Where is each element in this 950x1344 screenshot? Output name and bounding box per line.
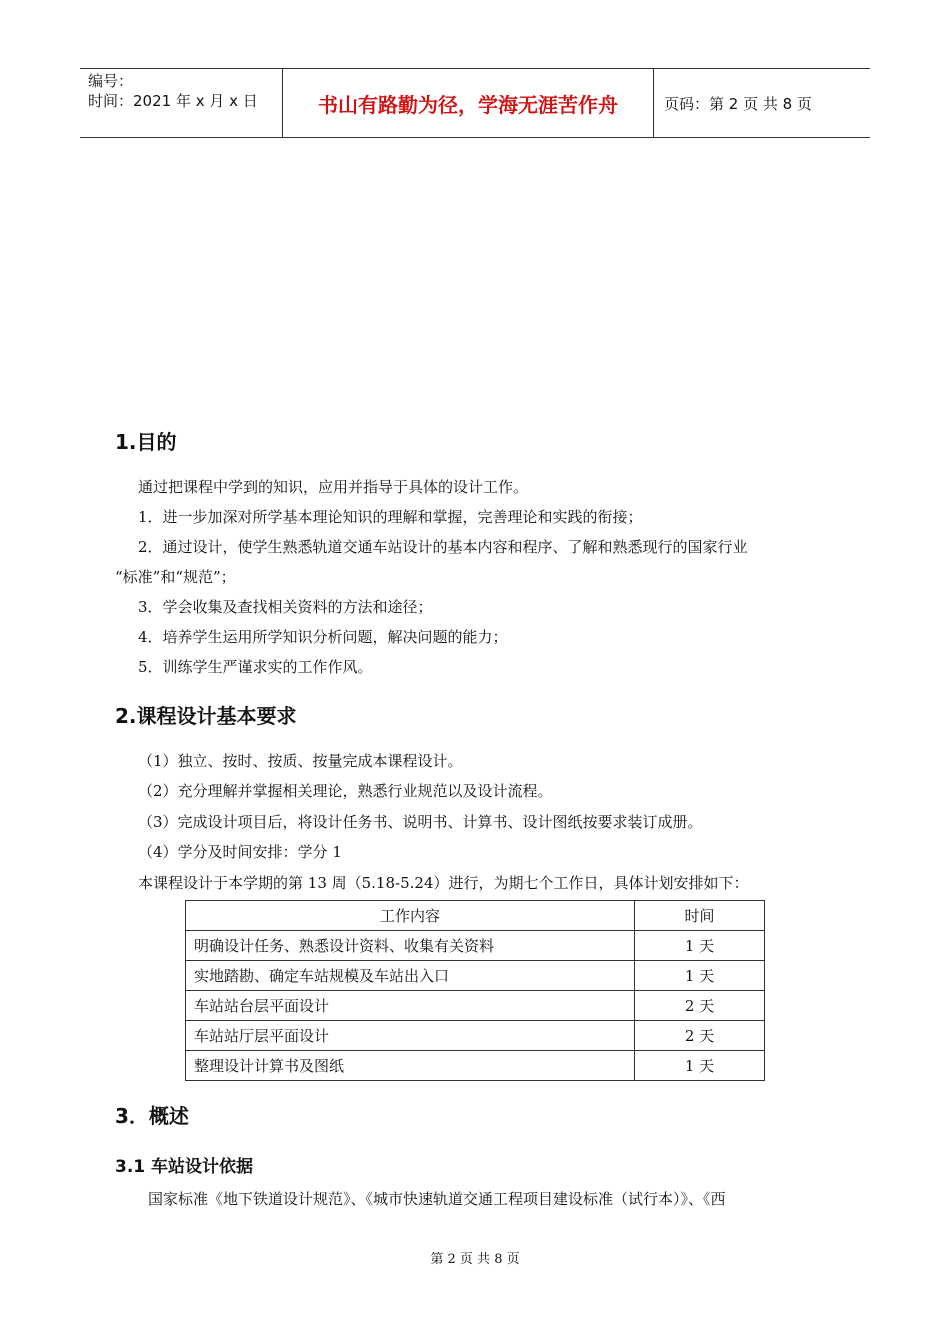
section-2-item-3: （3）完成设计项目后，将设计任务书、说明书、计算书、设计图纸按要求装订成册。: [138, 813, 703, 831]
section-1-item-1: 1．进一步加深对所学基本理论知识的理解和掌握，完善理论和实践的衔接；: [138, 508, 643, 526]
schedule-table: [185, 900, 765, 1081]
table-header-content: 工作内容: [186, 901, 635, 931]
table-row: [186, 991, 765, 1021]
page-header: [80, 68, 870, 138]
number-label: 编号：: [88, 72, 134, 90]
section-1-item-5: 5．训练学生严谨求实的工作作风。: [138, 658, 373, 676]
time-cell: 1 天: [635, 1051, 765, 1081]
header-page-info: 页码：第 2 页 共 8 页: [664, 94, 812, 113]
table-header-row: [186, 901, 765, 931]
section-1-item-4: 4．培养学生运用所学知识分析问题，解决问题的能力；: [138, 628, 508, 646]
table-row: [186, 1021, 765, 1051]
section-1-item-3: 3．学会收集及查找相关资料的方法和途径；: [138, 598, 433, 616]
section-1-item-2-cont: “标准”和“规范”；: [115, 568, 236, 586]
page-footer: 第 2 页 共 8 页: [430, 1252, 520, 1267]
section-3-title: 3．概述: [115, 1104, 189, 1128]
table-header-time: 时间: [635, 901, 765, 931]
task-cell: 车站站厅层平面设计: [186, 1021, 635, 1051]
time-label: 时间：2021 年 x 月 x 日: [88, 92, 258, 110]
section-2-title: 2.课程设计基本要求: [115, 704, 297, 728]
time-cell: 2 天: [635, 991, 765, 1021]
section-1-intro: 通过把课程中学到的知识，应用并指导于具体的设计工作。: [138, 478, 529, 496]
task-cell: 明确设计任务、熟悉设计资料、收集有关资料: [186, 931, 635, 961]
time-cell: 2 天: [635, 1021, 765, 1051]
time-cell: 1 天: [635, 961, 765, 991]
header-motto: 书山有路勤为径，学海无涯苦作舟: [282, 69, 654, 137]
section-3-1-text: 国家标准《地下铁道设计规范》、《城市快速轨道交通工程项目建设标准（试行本）》、《西: [148, 1190, 726, 1208]
section-2-item-4: （4）学分及时间安排：学分 1: [138, 843, 342, 861]
schedule-intro: 本课程设计于本学期的第 13 周（5.18-5.24）进行，为期七个工作日，具体计划安排如下：: [138, 874, 749, 892]
section-2-item-2: （2）充分理解并掌握相关理论，熟悉行业规范以及设计流程。: [138, 782, 553, 800]
section-1-title: 1.目的: [115, 430, 177, 454]
section-1-item-2: 2．通过设计，使学生熟悉轨道交通车站设计的基本内容和程序、了解和熟悉现行的国家行业: [138, 538, 748, 556]
section-2-item-1: （1）独立、按时、按质、按量完成本课程设计。: [138, 752, 463, 770]
header-meta: [80, 69, 282, 137]
time-cell: 1 天: [635, 931, 765, 961]
task-cell: 实地踏勘、确定车站规模及车站出入口: [186, 961, 635, 991]
table-row: [186, 1051, 765, 1081]
table-row: [186, 931, 765, 961]
task-cell: 整理设计计算书及图纸: [186, 1051, 635, 1081]
section-3-1-title: 3.1 车站设计依据: [115, 1157, 254, 1177]
task-cell: 车站站台层平面设计: [186, 991, 635, 1021]
table-row: [186, 961, 765, 991]
